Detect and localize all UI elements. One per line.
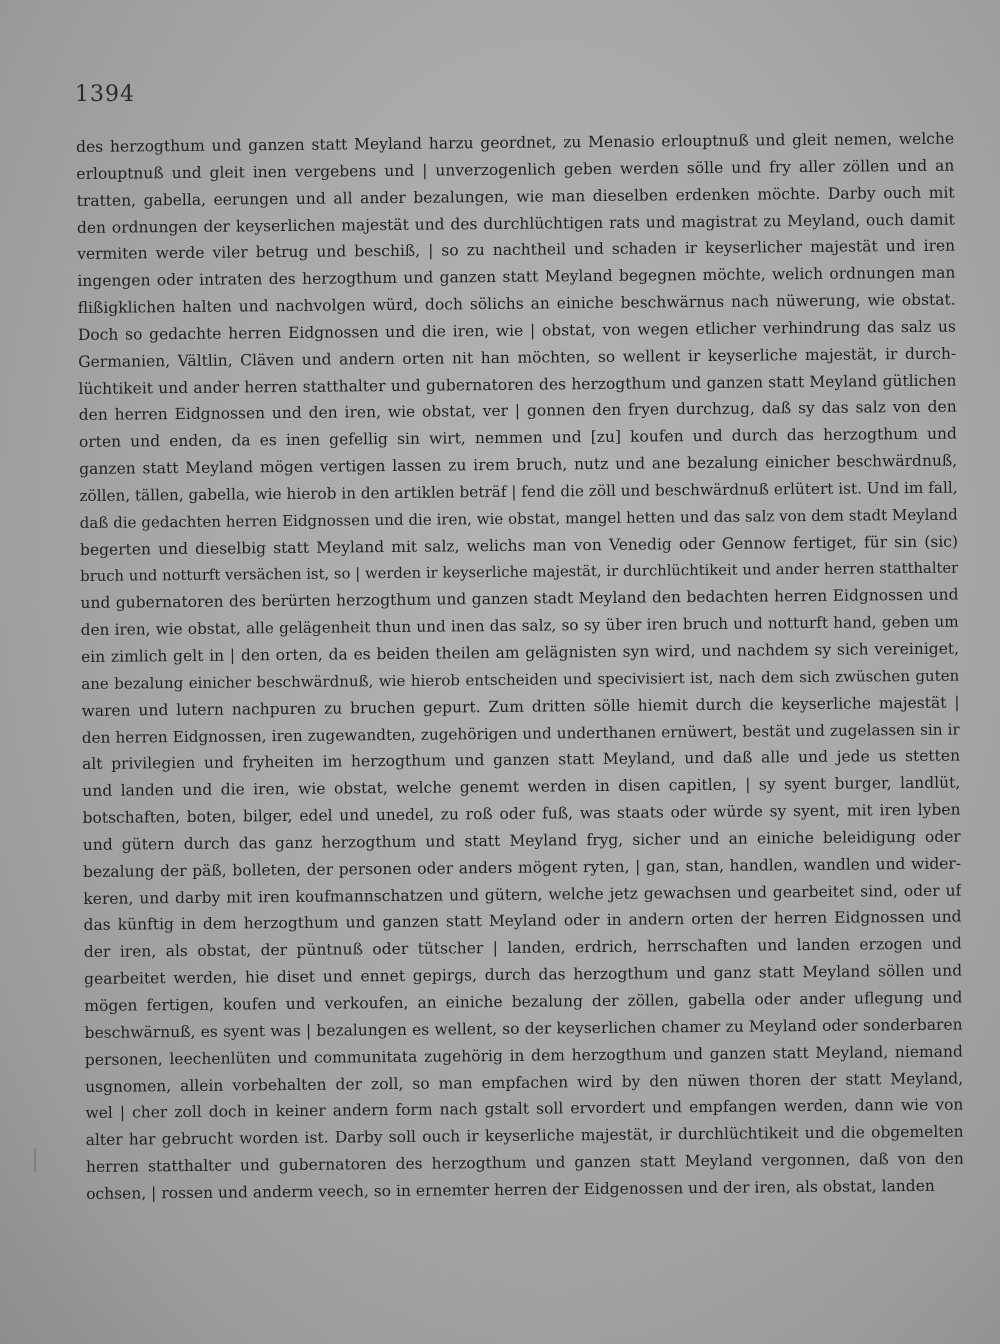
text-line: begerten und dieselbig statt Meyland mit salz, welichs man von Venedig oder Gennow fertiget, für sin (sic) <box>79 532 959 559</box>
text-line: und gütern durch das ganz herzogthum und statt Meyland fryg, sicher und an einiche beleidigung oder <box>82 827 961 854</box>
text-line: den herren Eidgnossen und den iren, wie obstat, ver | gonnen den fryen durchzug, daß sy das salz von den <box>78 397 957 425</box>
text-line: personen, leechenlüten und communitata zugehörig in dem herzogthum und ganzen statt Meyland, niemand <box>84 1042 963 1069</box>
text-line: mögen fertigen, koufen und verkoufen, an einiche bezalung der zöllen, gabella oder ander uflegung und <box>84 988 963 1015</box>
text-line: Doch so gedachte herren Eidgnossen und die iren, wie | obstat, von wegen etlicher verhindrung das salz us <box>77 317 956 344</box>
text-line: den iren, wie obstat, alle gelägenheit thun und inen das salz, so sy über iren bruch und notturft hand, geben um <box>80 612 959 640</box>
text-line: den herren Eidgnossen, iren zugewandten, zugehörigen und underthanen ernüwert, bestät und zugelassen sin ir <box>81 720 960 747</box>
text-line: des herzogthum und ganzen statt Meyland harzu geordnet, zu Menasio erlouptnuß und gleit nemen, welche <box>76 129 955 156</box>
text-line: bezalung der päß, bolleten, der personen oder anders mögent ryten, | gan, stan, handlen, wandlen und wider- <box>82 854 962 881</box>
text-line: alter har gebrucht worden ist. Darby soll ouch ir keyserliche majestät, ir durchlüchtikeit und die obgemelten <box>85 1122 964 1150</box>
text-line: daß die gedachten herren Eidgnossen und die iren, wie obstat, mangel hetten und das salz von dem stadt Meyland <box>79 505 958 532</box>
text-line: und gubernatoren des berürten herzogthum und ganzen stadt Meyland den bedachten herren Eidgnossen und <box>80 585 959 613</box>
text-line: botschaften, boten, bilger, edel und unedel, zu roß oder fuß, was staats oder würde sy syent, mit iren lyben <box>82 800 961 828</box>
text-line: das künftig in dem herzogthum und ganzen statt Meyland oder in andern orten der herren Eidgnossen und <box>83 908 962 935</box>
text-line: bruch und notturft versächen ist, so | werden ir keyserliche majestät, ir durchlüchtikeit und ander herren statthalter <box>80 559 959 585</box>
text-line: wel | cher zoll doch in keiner andern form nach gstalt soll ervordert und empfangen werden, dann wie von <box>85 1095 964 1123</box>
text-line: waren und lutern nachpuren zu bruchen gepurt. Zum dritten sölle hiemit durch die keyserliche majestät | <box>81 693 960 720</box>
text-line: tratten, gabella, eerungen und all ander bezalungen, wie man dieselben erdenken möchte. Darby ouch mit <box>76 183 955 210</box>
text-line: der iren, als obstat, der püntnuß oder tütscher | landen, erdrich, herrschaften und landen erzogen und <box>83 934 962 962</box>
margin-mark <box>34 1148 36 1172</box>
text-line: lüchtikeit und ander herren statthalter und gubernatoren des herzogthum und ganzen statt Meyland gütlichen <box>78 371 957 398</box>
text-line: erlouptnuß und gleit inen vergebens und | unverzogenlich geben werden sölle und fry aller zöllen und an <box>76 156 955 183</box>
text-line: Germanien, Vältlin, Cläven und andern orten nit han möchten, so wellent ir keyserliche majestät, ir durch- <box>78 344 957 371</box>
text-line: alt privilegien und fryheiten im herzogthum und ganzen statt Meyland, und daß alle und jede us stetten <box>81 746 961 774</box>
text-line: usgnomen, allein vorbehalten der zoll, so man empfachen wird by den nüwen thoren der statt Meyland, <box>85 1069 964 1096</box>
text-line: herren statthalter und gubernatoren des herzogthum und ganzen statt Meyland vergonnen, daß von den <box>85 1149 964 1177</box>
text-line: ingengen oder intraten des herzogthum und ganzen statt Meyland begegnen möchte, welich ordnungen man <box>77 263 956 291</box>
text-line: ein zimlich gelt in | den orten, da es beiden theilen am gelägnisten syn wird, und nachdem sy sich vereiniget, <box>80 639 960 667</box>
text-line: gearbeitet werden, hie diset und ennet gepirgs, durch das herzogthum und ganz statt Meyland söllen und <box>84 961 963 989</box>
text-line: ane bezalung einicher beschwärdnuß, wie hierob entscheiden und specivisiert ist, nach dem sich zwüschen guten <box>81 666 960 693</box>
text-line: orten und enden, da es inen gefellig sin wirt, nemmen und [zu] koufen und durch das herzogthum und <box>78 424 958 452</box>
page-number: 1394 <box>75 82 135 107</box>
text-line: den ordnungen der keyserlichen majestät und des durchlüchtigen rats und magistrat zu Meyland, ouch damit <box>76 210 955 237</box>
text-line: keren, und darby mit iren koufmannschatzen und gütern, welche jetz gewachsen und gearbeitet sind, oder uf <box>83 881 962 908</box>
text-line: vermiten werde viler betrug und beschiß, | so zu nachtheil und schaden ir keyserlicher majestät und iren <box>77 236 956 264</box>
text-line: ganzen statt Meyland mögen vertigen lassen zu irem bruch, nutz und ane bezalung einicher beschwärdnuß, <box>79 451 958 479</box>
text-line: beschwärnuß, es syent was | bezalungen es wellent, so der keyserlichen chamer zu Meyland oder sonderbaren <box>84 1015 963 1042</box>
text-line: flißigklichen halten und nachvolgen würd, doch sölichs an einiche beschwärnus nach nüwerung, wie obstat. <box>77 290 956 318</box>
text-line: und landen und die iren, wie obstat, welche genemt werden in disen capitlen, | sy syent burger, landlüt, <box>82 773 961 801</box>
text-line: ochsen, | rossen und anderm veech, so in ernemter herren der Eidgenossen und der iren, als obstat, landen <box>86 1176 935 1203</box>
text-line: zöllen, tällen, gabella, wie hierob in den artiklen beträf | fend die zöll und beschwärdnuß erlütert ist. Und im fall, <box>79 478 958 505</box>
body-text <box>76 126 964 1208</box>
